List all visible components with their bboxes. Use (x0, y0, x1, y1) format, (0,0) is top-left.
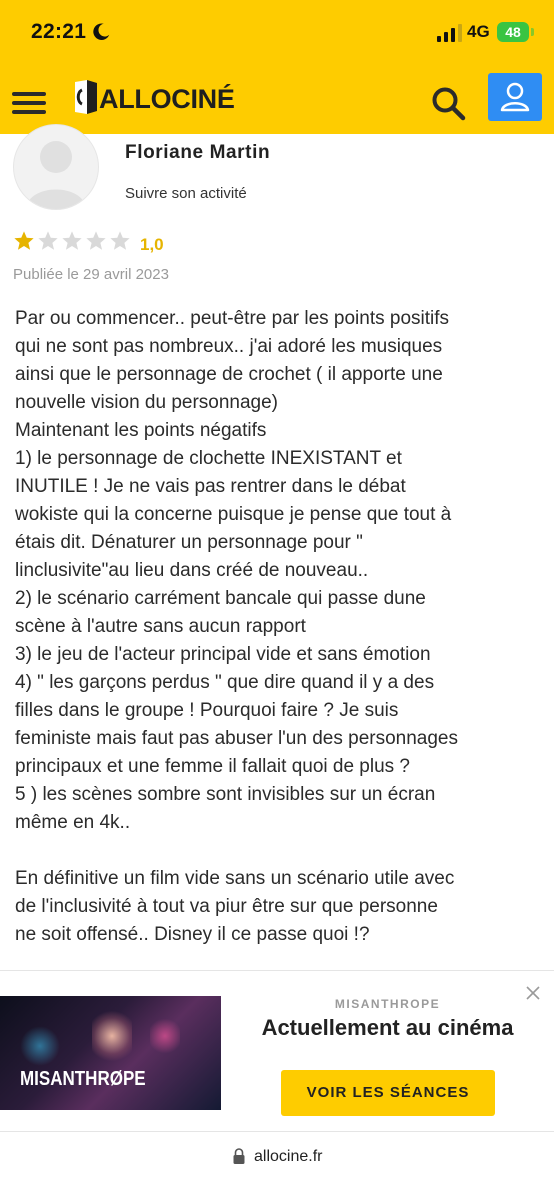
ad-poster-title: MISANTHRØPE (20, 1068, 146, 1090)
published-date: Publiée le 29 avril 2023 (13, 266, 169, 283)
avatar[interactable] (13, 124, 99, 210)
url-bar-divider (0, 1131, 554, 1132)
ad-poster-image[interactable] (0, 996, 221, 1110)
follow-activity-link[interactable]: Suivre son activité (125, 185, 247, 202)
user-icon (488, 73, 542, 121)
star-icon (85, 230, 107, 252)
network-type: 4G (467, 22, 490, 41)
ad-headline: Actuellement au cinéma (261, 1015, 514, 1040)
user-placeholder-icon (14, 125, 98, 209)
signal-icon (437, 24, 463, 42)
moon-icon (90, 21, 112, 43)
search-icon[interactable] (430, 85, 466, 121)
user-account-button[interactable] (488, 73, 542, 121)
allocine-logo-text[interactable]: ALLOCINÉ (99, 84, 235, 114)
review-author-name[interactable]: Floriane Martin (125, 142, 271, 163)
ad-divider (0, 970, 554, 971)
battery-tip (531, 28, 534, 36)
close-icon[interactable] (524, 984, 542, 1002)
star-icon (61, 230, 83, 252)
url-bar[interactable]: allocine.fr (254, 1148, 323, 1165)
star-rating (13, 230, 131, 254)
star-icon (109, 230, 131, 252)
menu-icon[interactable] (12, 92, 46, 114)
star-icon (37, 230, 59, 252)
review-text: Par ou commencer.. peut-être par les points positifs qui ne sont pas nombreux.. j'ai adoré les musiques ainsi que le personnage de crochet ( il apporte une nouvelle vision du personnage) Maintenant les points négatifs 1) le personnage de clochette INEXISTANT et INUTILE ! Je ne vais pas rentrer dans le débat wokiste qui la concerne puisque je pense que tout à étais dit. Dénaturer un personnage pour " linclusivite"au lieu dans créé de nouveau.. 2) le scénario carrément bancale qui passe dune scène à l'autre sans aucun rapport 3) le jeu de l'acteur principal vide et sans émotion 4) " les garçons perdus " que dire quand il y a des filles dans le groupe ! Pourquoi faire ? Je suis feministe mais faut pas abuser l'un des personnages principaux et une femme il fallait quoi de plus ? 5 ) les scènes sombre sont invisibles sur un écran même en 4k.. En définitive un film vide sans un scénario utile avec de l'inclusivité à tout va piur être sur que personne ne soit offensé.. Disney il ce passe quoi !? (15, 308, 458, 945)
allocine-logo-icon[interactable] (73, 80, 99, 114)
rating-value: 1,0 (140, 235, 164, 254)
status-time: 22:21 (31, 20, 87, 43)
battery-icon: 48 (497, 22, 529, 42)
star-icon (13, 230, 35, 252)
ad-brand: MISANTHROPE (334, 997, 441, 1011)
lock-icon (232, 1147, 246, 1165)
voir-les-seances-button[interactable]: VOIR LES SÉANCES (281, 1070, 495, 1116)
